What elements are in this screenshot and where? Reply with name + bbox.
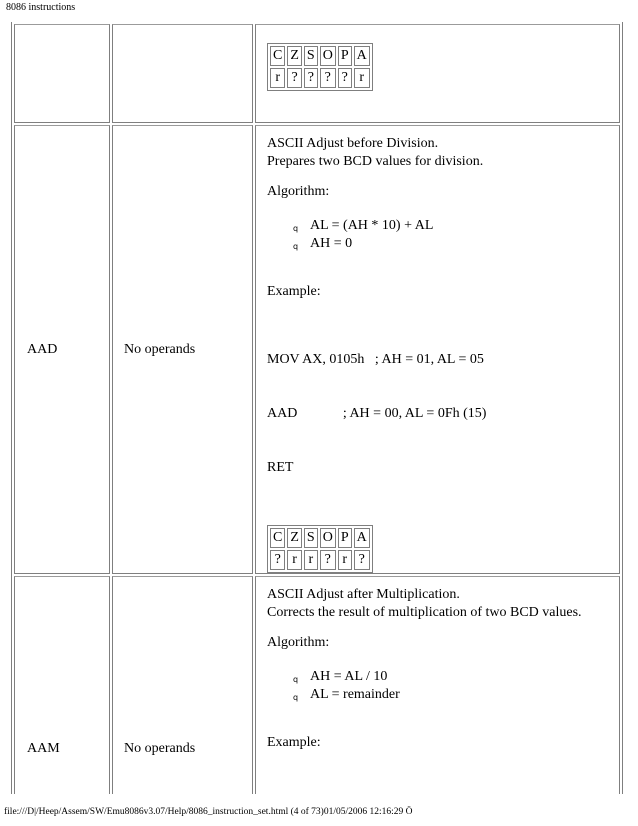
list-item	[293, 235, 619, 253]
description-line: ASCII Adjust after Multiplication.	[267, 587, 460, 602]
algorithm-list	[267, 217, 619, 253]
operands-cell: No operands	[112, 576, 253, 794]
flag-name: A	[354, 46, 370, 66]
algorithm-step: AL = remainder	[310, 687, 400, 702]
example-code	[267, 315, 619, 513]
instruction-table	[11, 22, 623, 794]
mnemonic-cell: AAM	[14, 576, 110, 794]
code-line: MOV AX, 0105h ; AH = 01, AL = 05	[267, 352, 484, 367]
flag-name: P	[338, 528, 352, 548]
operands-cell	[112, 24, 253, 123]
flag-value: r	[270, 68, 285, 88]
flag-value: ?	[320, 68, 336, 88]
flag-name: S	[304, 528, 318, 548]
instruction-table-frame	[11, 22, 623, 794]
code-line: RET	[267, 460, 294, 475]
flag-value: ?	[304, 68, 318, 88]
flag-name: Z	[287, 528, 302, 548]
flag-name: C	[270, 46, 285, 66]
algorithm-label: Algorithm:	[267, 635, 330, 650]
description-line: Corrects the result of multiplication of two BCD values.	[267, 605, 582, 620]
bullet-icon: q	[293, 242, 299, 251]
list-item	[293, 686, 619, 704]
flag-value: ?	[270, 550, 285, 570]
algorithm-label: Algorithm:	[267, 184, 330, 199]
flag-value: ?	[338, 68, 352, 88]
flag-value: r	[304, 550, 318, 570]
flag-name: O	[320, 528, 336, 548]
description-cell	[255, 125, 620, 574]
flag-value: ?	[287, 68, 302, 88]
flag-value: r	[354, 68, 370, 88]
algorithm-list	[267, 668, 619, 704]
flag-value: ?	[354, 550, 370, 570]
list-item	[293, 668, 619, 686]
example-label: Example:	[267, 735, 321, 750]
table-row	[14, 24, 620, 123]
algorithm-step: AH = AL / 10	[310, 669, 388, 684]
page-header-title: 8086 instructions	[6, 2, 76, 13]
flags-table	[267, 43, 373, 91]
flags-table	[267, 525, 373, 573]
flag-name: P	[338, 46, 352, 66]
description-line: Prepares two BCD values for division.	[267, 154, 484, 169]
flag-name: A	[354, 528, 370, 548]
flag-name: O	[320, 46, 336, 66]
mnemonic-cell: AAD	[14, 125, 110, 574]
bullet-icon: q	[293, 224, 299, 233]
list-item	[293, 217, 619, 235]
flag-name: C	[270, 528, 285, 548]
description-cell	[255, 24, 620, 123]
example-code	[267, 766, 619, 794]
flag-value: r	[287, 550, 302, 570]
flag-name: S	[304, 46, 318, 66]
bullet-icon: q	[293, 675, 299, 684]
example-label: Example:	[267, 284, 321, 299]
table-row	[14, 576, 620, 794]
flag-value: ?	[320, 550, 336, 570]
description-line: ASCII Adjust before Division.	[267, 136, 439, 151]
table-row	[14, 125, 620, 574]
algorithm-step: AH = 0	[310, 236, 353, 251]
description-cell	[255, 576, 620, 794]
page-footer-path: file:///D|/Heep/Assem/SW/Emu8086v3.07/Help/8086_instruction_set.html (4 of 73)01/05/2006 12:16:29 Ö	[4, 807, 413, 817]
algorithm-step: AL = (AH * 10) + AL	[310, 218, 434, 233]
flag-value: r	[338, 550, 352, 570]
mnemonic-cell	[14, 24, 110, 123]
bullet-icon: q	[293, 693, 299, 702]
code-line: AAD ; AH = 00, AL = 0Fh (15)	[267, 406, 487, 421]
operands-cell: No operands	[112, 125, 253, 574]
flag-name: Z	[287, 46, 302, 66]
